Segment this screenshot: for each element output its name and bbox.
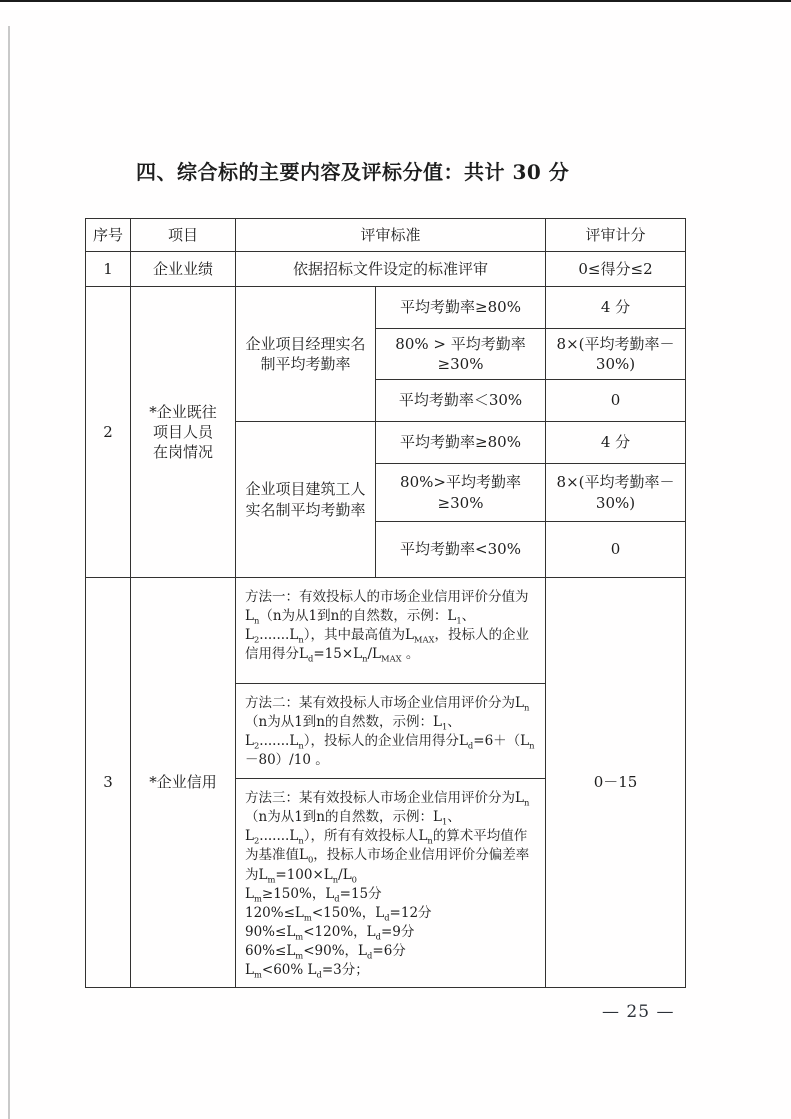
row1-score: 0≤得分≤2 [546, 252, 686, 287]
row2-group1-label: 企业项目经理实名制平均考勤率 [236, 287, 376, 422]
header-item: 项目 [131, 219, 236, 252]
credit-method-3: 方法三：某有效投标人市场企业信用评价分为$L_n(n$为从1到n的自然数，示例：$L_1$、$L_2.......L_n$），所有有效投标人$L_n$的算术平均值作为基准值$L_0$，投标人市场企业信用评价分偏差率为$L_m=100\times L_n/L_0$ $L_m\ge 150\%$，$L_d=15$分 $120\%\le L_m<150\%$，$L_d=12$分 $90\%\le L_m<120\%$，$L_d=9$分 $60\%\le L_m<90\%$，$L_d=6$分 $L_m<60\%$ $L_d=3$分； [245, 790, 530, 981]
scan-artifact-left-edge [8, 26, 10, 1119]
page-number: — 25 — [602, 1002, 675, 1022]
row2-group1-score3: 0 [546, 380, 686, 422]
row2-group1-condition2: 80% > 平均考勤率≥30% [376, 329, 546, 380]
row2-group2-score2: 8×(平均考勤率－30%) [546, 464, 686, 522]
table-row [86, 252, 686, 287]
header-serial-number: 序号 [86, 219, 131, 252]
row2-group1-condition3: 平均考勤率＜30% [376, 380, 546, 422]
row2-group1-condition1: 平均考勤率≥80% [376, 287, 546, 329]
row3-item: *企业信用 [131, 578, 236, 988]
row1-item: 企业业绩 [131, 252, 236, 287]
row2-serial-number: 2 [86, 287, 131, 578]
credit-method-1: 方法一：有效投标人的市场企业信用评价分值为$L_n(n$为从1到n的自然数，示例：$L_1$、$L_2.......L_n$），其中最高值为$L_{MAX}$，投标人的企业信用得分$L_d=15\times L_n/L_{MAX}$ 。 [236, 578, 545, 684]
row2-group2-label: 企业项目建筑工人实名制平均考勤率 [236, 422, 376, 578]
row2-group2-condition3: 平均考勤率<30% [376, 522, 546, 578]
row3-score: 0－15 [546, 578, 686, 988]
row2-group2-condition2: 80%>平均考勤率≥30% [376, 464, 546, 522]
row2-group1-score1: 4 分 [546, 287, 686, 329]
row2-group2-score1: 4 分 [546, 422, 686, 464]
row2-item-label: *企业既往项目人员在岗情况 [149, 402, 217, 462]
row3-serial-number: 3 [86, 578, 131, 988]
row2-group1-score2: 8×(平均考勤率－30%) [546, 329, 686, 380]
evaluation-criteria-table [85, 218, 686, 988]
credit-method-2: 方法二：某有效投标人市场企业信用评价分为$L_n(n$为从1到n的自然数，示例：$L_1$、$L_2.......L_n$），投标人的企业信用得分$L_d=6+(L_n-80)/10$ 。 [236, 684, 545, 779]
row1-serial-number: 1 [86, 252, 131, 287]
row2-group2-condition1: 平均考勤率≥80% [376, 422, 546, 464]
row2-item [131, 287, 236, 578]
row3-criteria-methods [236, 578, 546, 988]
table-header-row [86, 219, 686, 252]
header-review-criteria: 评审标准 [236, 219, 546, 252]
section-title: 四、综合标的主要内容及评标分值：共计 30 分 [136, 160, 570, 184]
row1-criteria: 依据招标文件设定的标准评审 [236, 252, 546, 287]
header-review-score: 评审计分 [546, 219, 686, 252]
table-row [86, 578, 686, 988]
table-row [86, 287, 686, 329]
row2-group2-score3: 0 [546, 522, 686, 578]
scan-artifact-top-edge [0, 0, 791, 2]
